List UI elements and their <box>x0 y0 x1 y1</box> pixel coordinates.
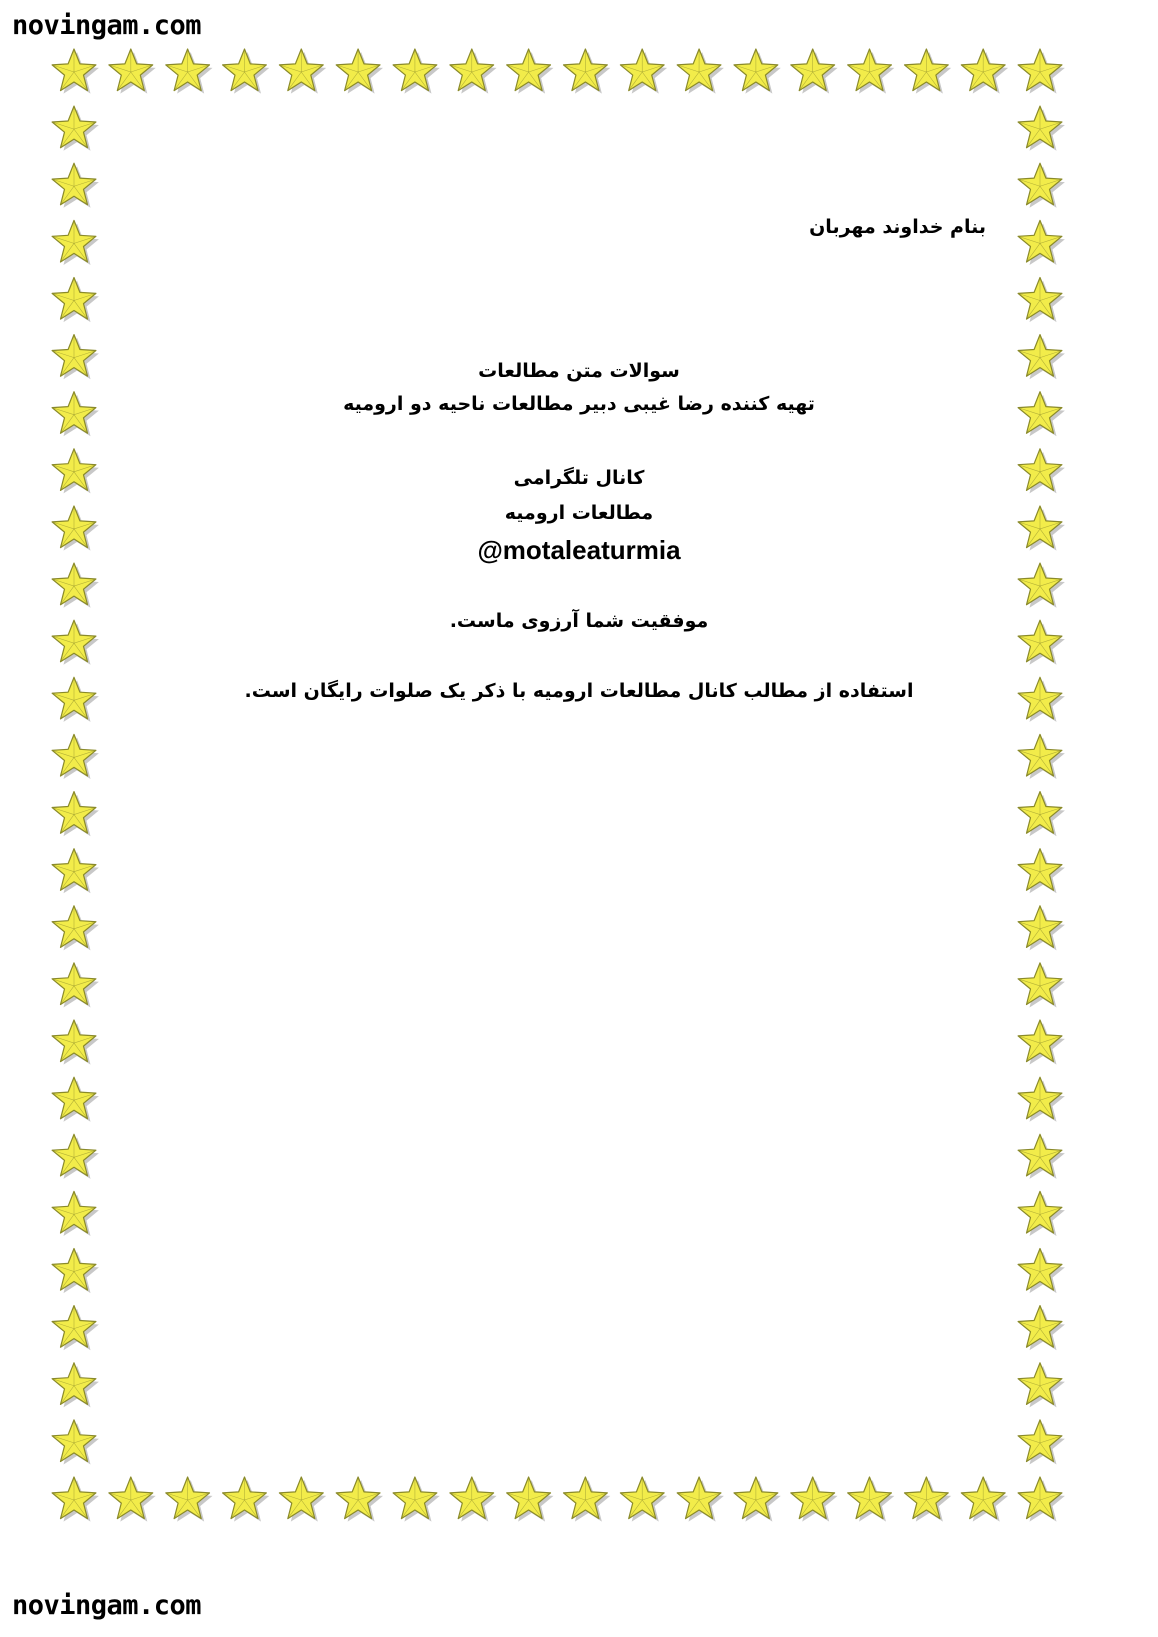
wish-line: موفقیت شما آرزوی ماست. <box>449 610 709 632</box>
basmala-heading: بنام خداوند مهربان <box>809 216 986 238</box>
page-title: سوالات متن مطالعات <box>478 360 680 382</box>
watermark-bottom: novingam.com <box>12 1590 202 1621</box>
channel-name: مطالعات ارومیه <box>504 502 654 524</box>
author-line: تهیه کننده رضا غیبی دبیر مطالعات ناحیه دو ارومیه <box>343 393 815 415</box>
usage-notice: استفاده از مطالب کانال مطالعات ارومیه با ذکر یک صلوات رایگان است. <box>244 680 914 702</box>
channel-handle: @motaleaturmia <box>477 535 681 565</box>
channel-label: کانال تلگرامی <box>513 467 645 489</box>
watermark-top: novingam.com <box>12 10 202 41</box>
